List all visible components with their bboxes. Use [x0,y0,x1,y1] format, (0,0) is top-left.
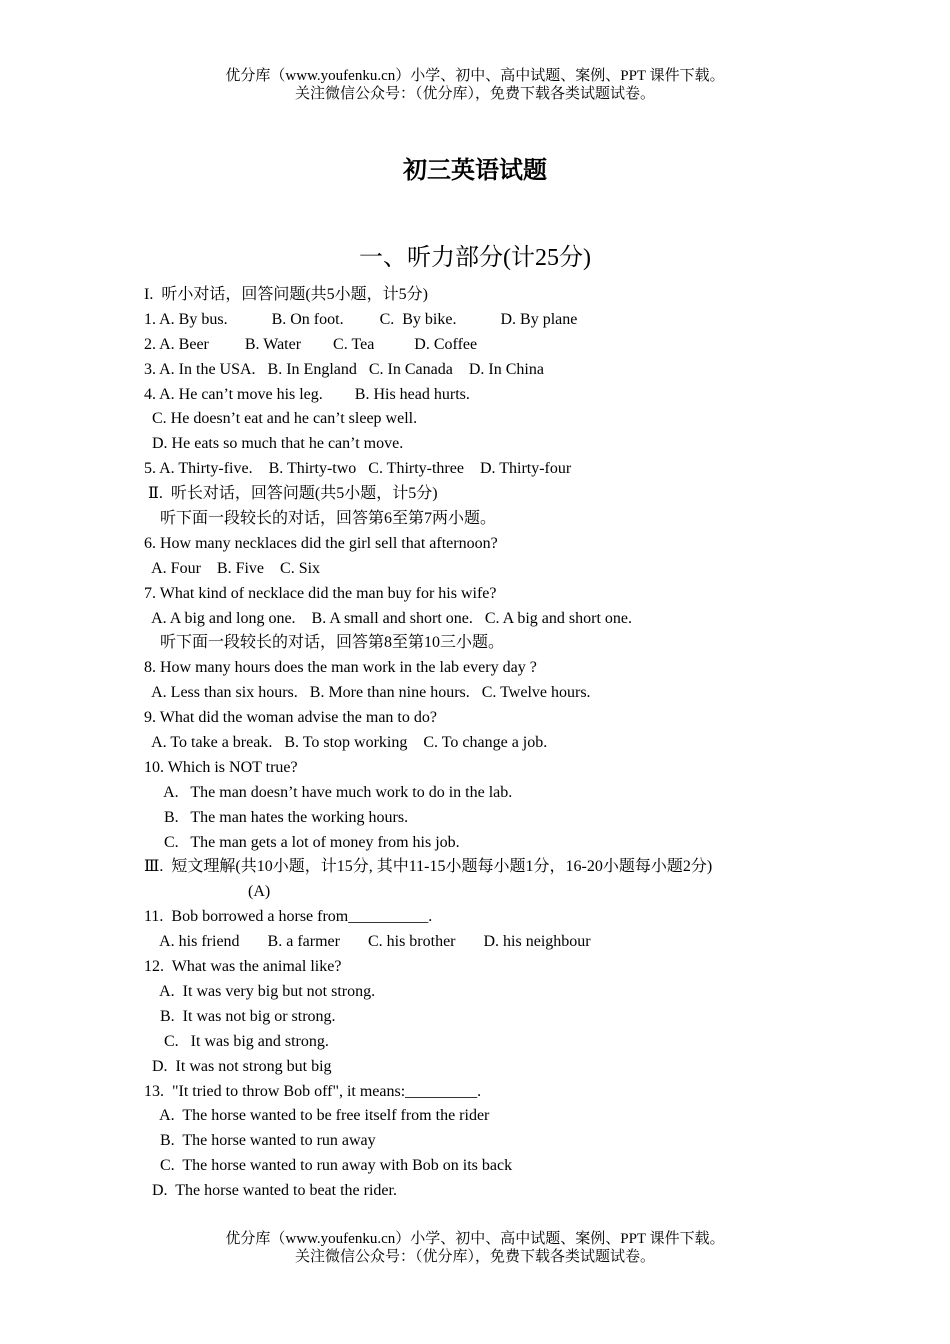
text-line: D. It was not strong but big [144,1057,332,1075]
text-line: Ⅱ. 听长对话，回答问题(共5小题，计5分) [144,485,438,503]
text-line: 6. How many necklaces did the girl sell that afternoon? [144,534,498,552]
text-line: B. The man hates the working hours. [144,808,409,826]
text-line: 8. How many hours does the man work in the lab every day ? [144,659,537,677]
text-line: B. The horse wanted to run away [144,1132,376,1150]
text-line: 13. "It tried to throw Bob off", it means:_________. [144,1082,482,1100]
text-line: C. The man gets a lot of money from his job. [144,833,460,851]
text-line: A. The man doesn’t have much work to do in the lab. [144,783,513,801]
text-line: 12. What was the animal like? [144,958,342,976]
text-line: 9. What did the woman advise the man to do? [144,709,437,727]
page-title: 初三英语试题 [403,156,547,184]
page-header [0,67,950,103]
text-line: 2. A. Beer B. Water C. Tea D. Coffee [144,335,478,353]
page-footer [0,1230,950,1266]
text-line: A. To take a break. B. To stop working C. To change a job. [144,734,548,752]
footer-line-2: 关注微信公众号：（优分库），免费下载各类试题试卷。 [294,1249,655,1265]
text-line: 听下面一段较长的对话，回答第8至第10三小题。 [144,634,505,652]
footer-line-1: 优分库（www.youfenku.cn）小学、初中、高中试题、案例、PPT 课件下载。 [225,1231,725,1247]
text-line: B. It was not big or strong. [144,1007,336,1025]
text-line: A. A big and long one. B. A small and short one. C. A big and short one. [144,609,632,627]
text-line: A. Less than six hours. B. More than nine hours. C. Twelve hours. [144,684,591,702]
text-line: A. The horse wanted to be free itself from the rider [144,1107,490,1125]
text-line: D. He eats so much that he can’t move. [144,435,404,453]
text-line: A. his friend B. a farmer C. his brother D. his neighbour [144,933,591,951]
text-line: (A) [144,883,271,901]
text-line: 4. A. He can’t move his leg. B. His head hurts. [144,385,470,403]
header-line-1: 优分库（www.youfenku.cn）小学、初中、高中试题、案例、PPT 课件下载。 [225,68,725,84]
text-line: C. He doesn’t eat and he can’t sleep well. [144,410,418,428]
text-line: 5. A. Thirty-five. B. Thirty-two C. Thirty-three D. Thirty-four [144,460,572,478]
text-line: 10. Which is NOT true? [144,758,298,776]
text-line: I. 听小对话，回答问题(共5小题，计5分) [144,286,428,303]
text-line: C. The horse wanted to run away with Bob on its back [144,1157,513,1175]
text-line: 听下面一段较长的对话，回答第6至第7两小题。 [144,510,497,528]
text-line: A. Four B. Five C. Six [144,559,321,577]
text-line: 1. A. By bus. B. On foot. C. By bike. D. By plane [144,310,578,328]
text-line: C. It was big and strong. [144,1032,329,1050]
question-body [144,283,924,1204]
text-line: 3. A. In the USA. B. In England C. In Canada D. In China [144,360,544,378]
text-line: D. The horse wanted to beat the rider. [144,1182,397,1200]
text-line: Ⅲ. 短文理解(共10小题，计15分, 其中11-15小题每小题1分，16-20小题每小题2分) [144,858,713,876]
text-line: 7. What kind of necklace did the man buy for his wife? [144,584,497,602]
text-line: 11. Bob borrowed a horse from__________. [144,908,433,926]
section-title: 一、听力部分(计25分) [359,245,591,271]
text-line: A. It was very big but not strong. [144,982,376,1000]
header-line-2: 关注微信公众号：（优分库），免费下载各类试题试卷。 [294,86,655,102]
